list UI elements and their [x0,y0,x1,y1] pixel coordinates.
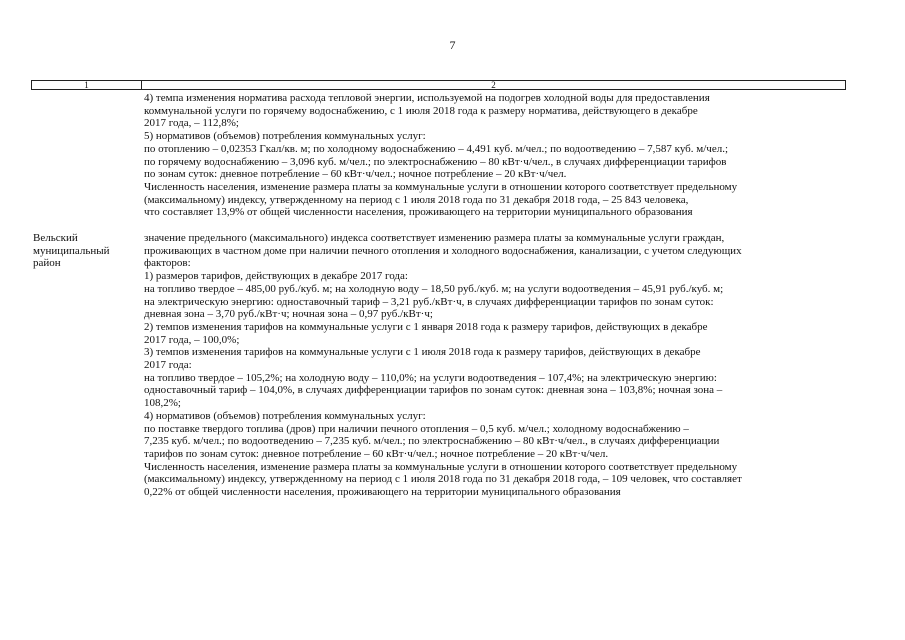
text-line: 3) темпов изменения тарифов на коммунальные услуги с 1 июля 2018 года к размеру тарифов, действующих в декабре [144,346,701,359]
text-line: значение предельного (максимального) индекса соответствует изменению размера платы за коммунальные услуги граждан, [144,232,725,245]
text-line: коммунальной услуги по горячему водоснабжению, с 1 июля 2018 года к размеру норматива, действующего в декабре [144,104,698,117]
text-line: по поставке твердого топлива (дров) при наличии печного отопления – 0,5 куб. м/чел.; холодному водоснабжению – [144,422,689,435]
text-line: 1) размеров тарифов, действующих в декабре 2017 года: [144,270,408,283]
text-line: на топливо твердое – 105,2%; на холодную воду – 110,0%; на услуги водоотведения – 107,4%; на электрическую энергию: [144,371,717,384]
text-line: по горячему водоснабжению – 3,096 куб. м/чел.; по электроснабжению – 80 кВт·ч/чел., в случаях дифференциации тарифов [144,155,727,168]
table-row-continuation [31,90,846,219]
text-line: на электрическую энергию: одноставочный тариф – 3,21 руб./кВт·ч, в случаях дифференциации тарифов по зонам суток: [144,295,714,308]
column-header-1: 1 [32,81,142,89]
text-line: 2) темпов изменения тарифов на коммунальные услуги с 1 января 2018 года к размеру тарифов, действующих в декабре [144,320,708,333]
column-header-2: 2 [491,80,496,90]
text-line: 5) нормативов (объемов) потребления коммунальных услуг: [144,130,426,143]
text-line: одноставочный тариф – 104,0%, в случаях дифференциации тарифов по зонам суток: дневная зона – 103,8%; ночная зона – [144,384,723,397]
page-number: 7 [449,38,456,52]
text-line: что составляет 13,9% от общей численности населения, проживающего на территории муниципального образования [144,206,693,219]
text-line: 2017 года, – 112,8%; [144,117,239,130]
text-line: факторов: [144,257,191,270]
text-line: тарифов по зонам суток: дневное потребление – 60 кВт·ч/чел.; ночное потребление – 20 кВт·ч/чел. [144,447,609,460]
text-line: 4) нормативов (объемов) потребления коммунальных услуг: [144,409,426,422]
text-line: Численность населения, изменение размера платы за коммунальные услуги в отношении которого соответствует предельному [144,180,738,193]
table-header-row [31,80,846,90]
text-line: на топливо твердое – 485,00 руб./куб. м; на холодную воду – 18,50 руб./куб. м; на услуги водоотведения – 45,91 руб./куб. м; [144,282,724,295]
municipality-cell [31,92,141,219]
text-line: по отоплению – 0,02353 Гкал/кв. м; по холодному водоснабжению – 4,491 куб. м/чел.; по водоотведению – 7,587 куб. м/чел.; [144,142,728,155]
text-line: (максимальному) индексу, утвержденному на период с 1 июля 2018 года по 31 декабря 2018 года, – 109 человек, что составляет [144,473,742,486]
municipality-name-line: район [33,257,61,270]
text-line: (максимальному) индексу, утвержденному на период с 1 июля 2018 года по 31 декабря 2018 года, – 25 843 человека, [144,193,689,206]
document-table [31,80,846,499]
text-line: проживающих в частном доме при наличии печного отопления и холодного водоснабжения, канализации, с учетом следующих [144,244,742,257]
text-line: 4) темпа изменения норматива расхода тепловой энергии, используемой на подогрев холодной воды для предоставления [144,92,710,104]
text-line: по зонам суток: дневное потребление – 60 кВт·ч/чел.; ночное потребление – 20 кВт·ч/чел. [144,168,567,181]
text-line: 0,22% от общей численности населения, проживающего на территории муниципального образования [144,486,621,499]
municipality-cell [31,232,141,499]
text-line: дневная зона – 3,70 руб./кВт·ч; ночная зона – 0,97 руб./кВт·ч; [144,308,433,321]
text-line: Численность населения, изменение размера платы за коммунальные услуги в отношении которого соответствует предельному [144,460,738,473]
text-line: 108,2%; [144,397,181,410]
text-line: 2017 года: [144,359,192,372]
municipality-name-line: Вельский [33,232,78,245]
description-cell [141,232,846,499]
table-row-velsky [31,232,846,499]
description-cell [141,92,846,219]
text-line: 7,235 куб. м/чел.; по водоотведению – 7,235 куб. м/чел.; по электроснабжению – 80 кВт·ч/чел., в случаях дифференциации [144,435,720,448]
municipality-name-line: муниципальный [33,244,110,257]
text-line: 2017 года, – 100,0%; [144,333,240,346]
